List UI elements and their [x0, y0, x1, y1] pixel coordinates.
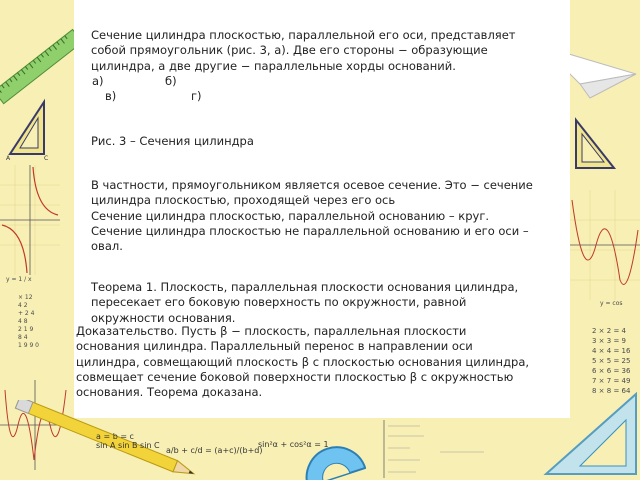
right-triangle-icon-2: [570, 116, 620, 178]
figure-label-g: г): [191, 89, 202, 103]
svg-text:C: C: [44, 155, 49, 162]
squares-table: 2 × 2 = 4 3 × 3 = 9 4 × 4 = 16 5 × 5 = 25 6 × 6 = 36 7 × 7 = 49 8 × 8 = 64: [592, 327, 631, 395]
theorem-paragraph: Теорема 1. Плоскость, параллельная плоскости основания цилиндра, пересекает его боковую поверхность по окружности, равной окружности основания.: [91, 280, 519, 325]
multiplication-column: × 12 4 2 + 2 4 4 8 2 1 9 8 4 1 9 9 0: [18, 294, 39, 349]
intro-paragraph: Сечение цилиндра плоскостью, параллельной его оси, представляет собой прямоугольник (рис. 3, а). Две его стороны − образующие цилиндра, а две другие − параллельные хорды оснований.: [91, 28, 516, 73]
right-triangle-icon: [4, 98, 52, 162]
fraction-formula: a/b + c/d = (a+c)/(b+d): [166, 446, 263, 455]
hyperbola-label: y = 1 / x: [6, 276, 32, 283]
identity-formula: sin²α + cos²α = 1: [258, 440, 329, 449]
figure-caption: Рис. 3 – Сечения цилиндра: [91, 134, 254, 148]
figure-label-b: б): [165, 74, 177, 88]
figure-label-v: в): [105, 89, 117, 103]
particular-cases-paragraph: В частности, прямоугольником является осевое сечение. Это − сечение цилиндра плоскостью, проходящей через его ось Сечение цилиндра плоскостью, параллельной основанию – круг. Сечение цилиндра плоскостью не параллельной основанию и его оси – овал.: [91, 178, 533, 254]
slide-content-panel: [74, 0, 570, 418]
cosine-label: y = cos: [600, 300, 623, 307]
sine-law-formula: a = b = c sin A sin B sin C: [96, 432, 160, 450]
figure-label-a: а): [92, 74, 104, 88]
hyperbola-graph-icon: [0, 165, 60, 275]
proof-paragraph: Доказательство. Пусть β − плоскость, параллельная плоскости основания цилиндра. Параллельный перенос в направлении оси цилиндра, совмещающий плоскость β с плоскостью основания цилиндра, совмещает сечение боковой поверхности плоскостью β с окружностью основания. Теорема доказана.: [76, 324, 530, 400]
svg-text:A: A: [6, 155, 11, 162]
cosine-graph-icon: [570, 190, 640, 300]
protractor-icon: [296, 418, 366, 480]
notes-sketch-icon: [380, 418, 490, 480]
